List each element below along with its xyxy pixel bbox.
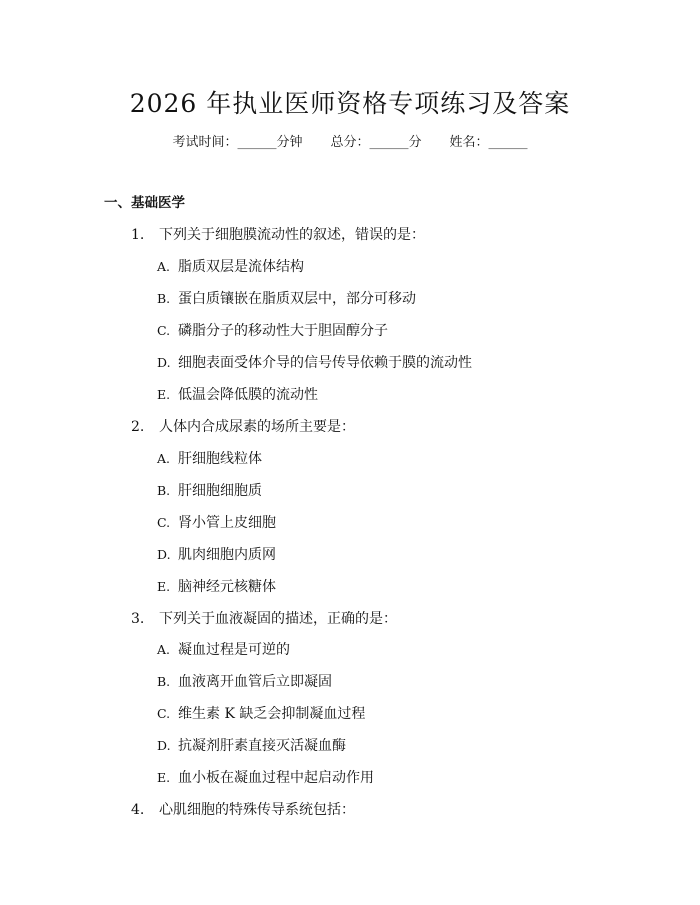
score-unit: 分	[408, 135, 422, 150]
option-2a	[157, 448, 262, 468]
exam-info-line	[0, 131, 700, 150]
option-2e	[157, 576, 276, 596]
question-text: 人体内合成尿素的场所主要是：	[159, 419, 355, 435]
option-3a	[157, 639, 290, 659]
option-3e	[157, 767, 374, 787]
question-2	[131, 416, 355, 436]
question-text: 下列关于血液凝固的描述，正确的是：	[159, 611, 397, 627]
option-letter: E.	[157, 579, 171, 594]
option-text: 肝细胞线粒体	[178, 451, 262, 467]
option-text: 血液离开血管后立即凝固	[178, 674, 332, 690]
option-text: 抗凝剂肝素直接灭活凝血酶	[178, 738, 346, 754]
option-1a	[157, 256, 304, 276]
option-3d	[157, 735, 346, 755]
question-text: 下列关于细胞膜流动性的叙述，错误的是：	[159, 227, 425, 243]
option-1b	[157, 288, 416, 308]
time-unit: 分钟	[276, 135, 303, 150]
score-blank: ______	[369, 135, 409, 150]
option-2b	[157, 480, 262, 500]
time-label: 考试时间：	[172, 135, 238, 150]
option-letter: A.	[157, 451, 171, 466]
section-heading: 一、基础医学	[104, 195, 185, 211]
option-text: 肌肉细胞内质网	[178, 547, 276, 563]
score-label: 总分：	[330, 135, 370, 150]
option-1c	[157, 320, 388, 340]
option-1d	[157, 352, 472, 372]
option-letter: B.	[157, 483, 171, 498]
option-3b	[157, 671, 332, 691]
option-letter: C.	[157, 323, 171, 338]
option-1e	[157, 384, 318, 404]
question-1	[131, 224, 425, 244]
option-text: 血小板在凝血过程中起启动作用	[178, 770, 374, 786]
page-title: 2026 年执业医师资格专项练习及答案	[129, 89, 571, 118]
option-letter: E.	[157, 387, 171, 402]
option-letter: C.	[157, 515, 171, 530]
name-label: 姓名：	[449, 135, 489, 150]
option-text: 细胞表面受体介导的信号传导依赖于膜的流动性	[178, 355, 472, 371]
option-text: 磷脂分子的移动性大于胆固醇分子	[178, 323, 388, 339]
option-text: 维生素 K 缺乏会抑制凝血过程	[178, 706, 366, 722]
name-blank: ______	[488, 135, 528, 150]
question-number: 4.	[131, 802, 145, 818]
option-text: 肝细胞细胞质	[178, 483, 262, 499]
option-letter: D.	[157, 355, 171, 370]
question-text: 心肌细胞的特殊传导系统包括：	[159, 802, 355, 818]
option-3c	[157, 703, 365, 723]
option-letter: B.	[157, 291, 171, 306]
question-number: 3.	[131, 611, 145, 627]
option-text: 脂质双层是流体结构	[178, 259, 304, 275]
option-text: 凝血过程是可逆的	[178, 642, 290, 658]
option-2c	[157, 512, 276, 532]
question-3	[131, 608, 397, 628]
option-letter: D.	[157, 547, 171, 562]
option-text: 蛋白质镶嵌在脂质双层中，部分可移动	[178, 291, 416, 307]
option-text: 脑神经元核糖体	[178, 579, 276, 595]
option-letter: E.	[157, 770, 171, 785]
time-blank: ______	[237, 135, 277, 150]
question-number: 2.	[131, 419, 145, 435]
option-2d	[157, 544, 276, 564]
option-letter: B.	[157, 674, 171, 689]
question-number: 1.	[131, 227, 145, 243]
option-letter: A.	[157, 642, 171, 657]
option-text: 肾小管上皮细胞	[178, 515, 276, 531]
option-letter: A.	[157, 259, 171, 274]
option-letter: D.	[157, 738, 171, 753]
question-4	[131, 799, 355, 819]
option-letter: C.	[157, 706, 171, 721]
option-text: 低温会降低膜的流动性	[178, 387, 318, 403]
